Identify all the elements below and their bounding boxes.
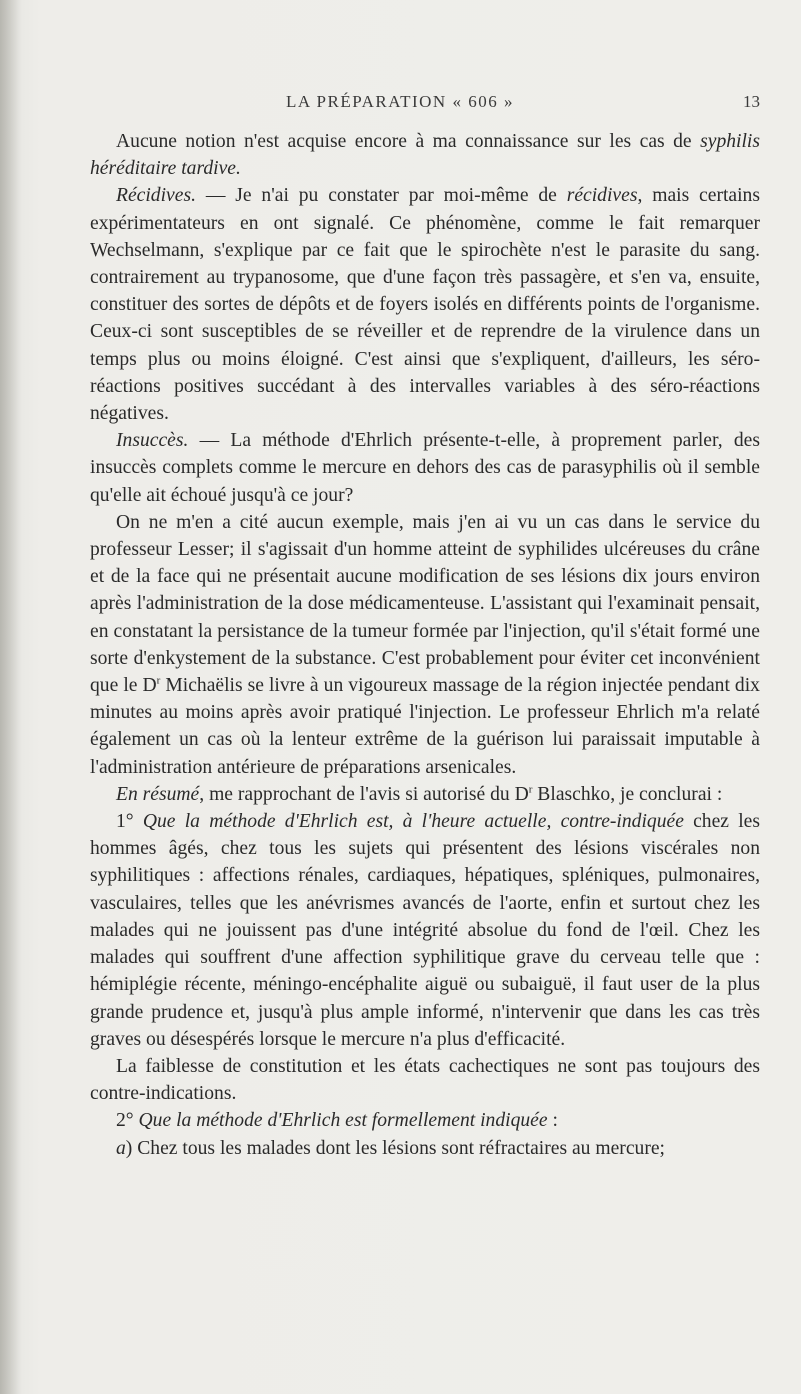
text-segment: chez les hommes âgés, chez tous les sujets qui présentent des lésions viscérales non syphilitiques : affections rénales, cardiaques, hépatiques, spléniques, pulmonaires, vasculaires, telles que les anévrismes avancés de l'aorte, enfin et surtout chez les malades qui ne jouissent pas d'une intégrité absolue du fond de l'œil. Chez les malades qui souffrent d'une affection syphilitique grave du cerveau telle que : hémiplégie récente, méningo-encéphalite aiguë ou subaiguë, il faut user de la plus grande prudence et, jusqu'à plus ample informé, n'intervenir que dans les cas très graves ou désespérés lorsque le mercure n'a plus d'efficacité.	[90, 811, 760, 1050]
text-segment: Récidives.	[116, 185, 196, 207]
page-header	[40, 92, 760, 118]
paragraph-p7	[90, 1053, 760, 1107]
text-segment: — La méthode d'Ehrlich présente-t-elle, à proprement parler, des insuccès complets comme le mercure en dehors des cas de parasyphilis où il semble qu'elle ait échoué jusqu'à ce jour?	[90, 430, 760, 506]
text-segment: — Je n'ai pu constater par moi-même de	[195, 185, 567, 207]
text-segment: r	[156, 674, 161, 687]
text-segment: Michaëlis se livre à un vigoureux massage de la région injectée pendant dix minutes au moins après avoir pratiqué l'injection. Le professeur Ehrlich m'a relaté également un cas où la lenteur extrême de la guérison lui paraissait imputable à l'administration antérieure de préparations arsenicales.	[90, 675, 760, 778]
page-number: 13	[743, 92, 760, 111]
text-segment: Blaschko, je conclurai :	[532, 783, 723, 805]
text-segment: a	[116, 1137, 126, 1159]
binding-shadow	[0, 0, 22, 1394]
paragraph-p1	[90, 128, 760, 182]
paragraph-p8	[90, 1107, 760, 1134]
text-segment: Insuccès.	[116, 430, 189, 452]
text-segment: Aucune notion n'est acquise encore à ma connaissance sur les cas de	[116, 131, 701, 152]
paragraph-p2	[90, 182, 760, 427]
text-segment: syphilis héréditaire tardive.	[90, 131, 760, 180]
text-segment: , me rapprochant de l'avis si autorisé du D	[199, 783, 529, 805]
text-segment: :	[547, 1110, 558, 1132]
paragraph-p5	[90, 781, 760, 808]
running-title: LA PRÉPARATION « 606 »	[286, 92, 514, 111]
text-segment: Que la méthode d'Ehrlich est, à l'heure actuelle, contre-indiquée	[142, 811, 684, 833]
body-text	[90, 128, 760, 1162]
text-segment: , mais certains expérimentateurs en ont signalé. Ce phénomène, comme le fait remarquer Wechselmann, s'explique par ce fait que le spirochète n'est le parasite du sang. contrairement au trypanosome, que d'une façon très passagère, et s'en va, ensuite, constituer des sortes de dépôts et de foyers isolés en différents points de l'organisme. Ceux-ci sont susceptibles de se réveiller et de reprendre de la virulence dans un temps plus ou moins éloigné. C'est ainsi que s'expliquent, d'ailleurs, les séro-réactions positives succédant à des intervalles variables à des séro-réactions négatives.	[90, 185, 760, 425]
text-segment: On ne m'en a cité aucun exemple, mais j'en ai vu un cas dans le service du professeur Lesser; il s'agissait d'un homme atteint de syphilides ulcéreuses du crâne et de la face qui ne présentait aucune modification de ses lésions dix jours environ après l'administration de la dose médicamenteuse. L'assistant qui l'examinait pensait, en constatant la persistance de la tumeur formée par l'injection, qu'il s'était formé une sorte d'enkystement de la substance. C'est probablement pour éviter cet inconvénient que le D	[90, 511, 760, 697]
text-segment: récidives	[566, 185, 638, 207]
paragraph-p3	[90, 427, 760, 509]
text-segment: La faiblesse de constitution et les états cachectiques ne sont pas toujours des contre-indications.	[90, 1055, 760, 1105]
text-segment: En résumé	[116, 783, 200, 805]
paragraph-p6	[90, 808, 760, 1053]
text-segment: ) Chez tous les malades dont les lésions sont réfractaires au mercure;	[125, 1137, 665, 1159]
paragraph-p9	[90, 1135, 760, 1162]
text-segment: 1°	[116, 811, 143, 833]
text-segment: Que la méthode d'Ehrlich est formellement indiquée	[138, 1110, 548, 1132]
text-segment: 2°	[116, 1110, 139, 1132]
paragraph-p4	[90, 509, 760, 781]
text-segment: r	[528, 783, 533, 796]
